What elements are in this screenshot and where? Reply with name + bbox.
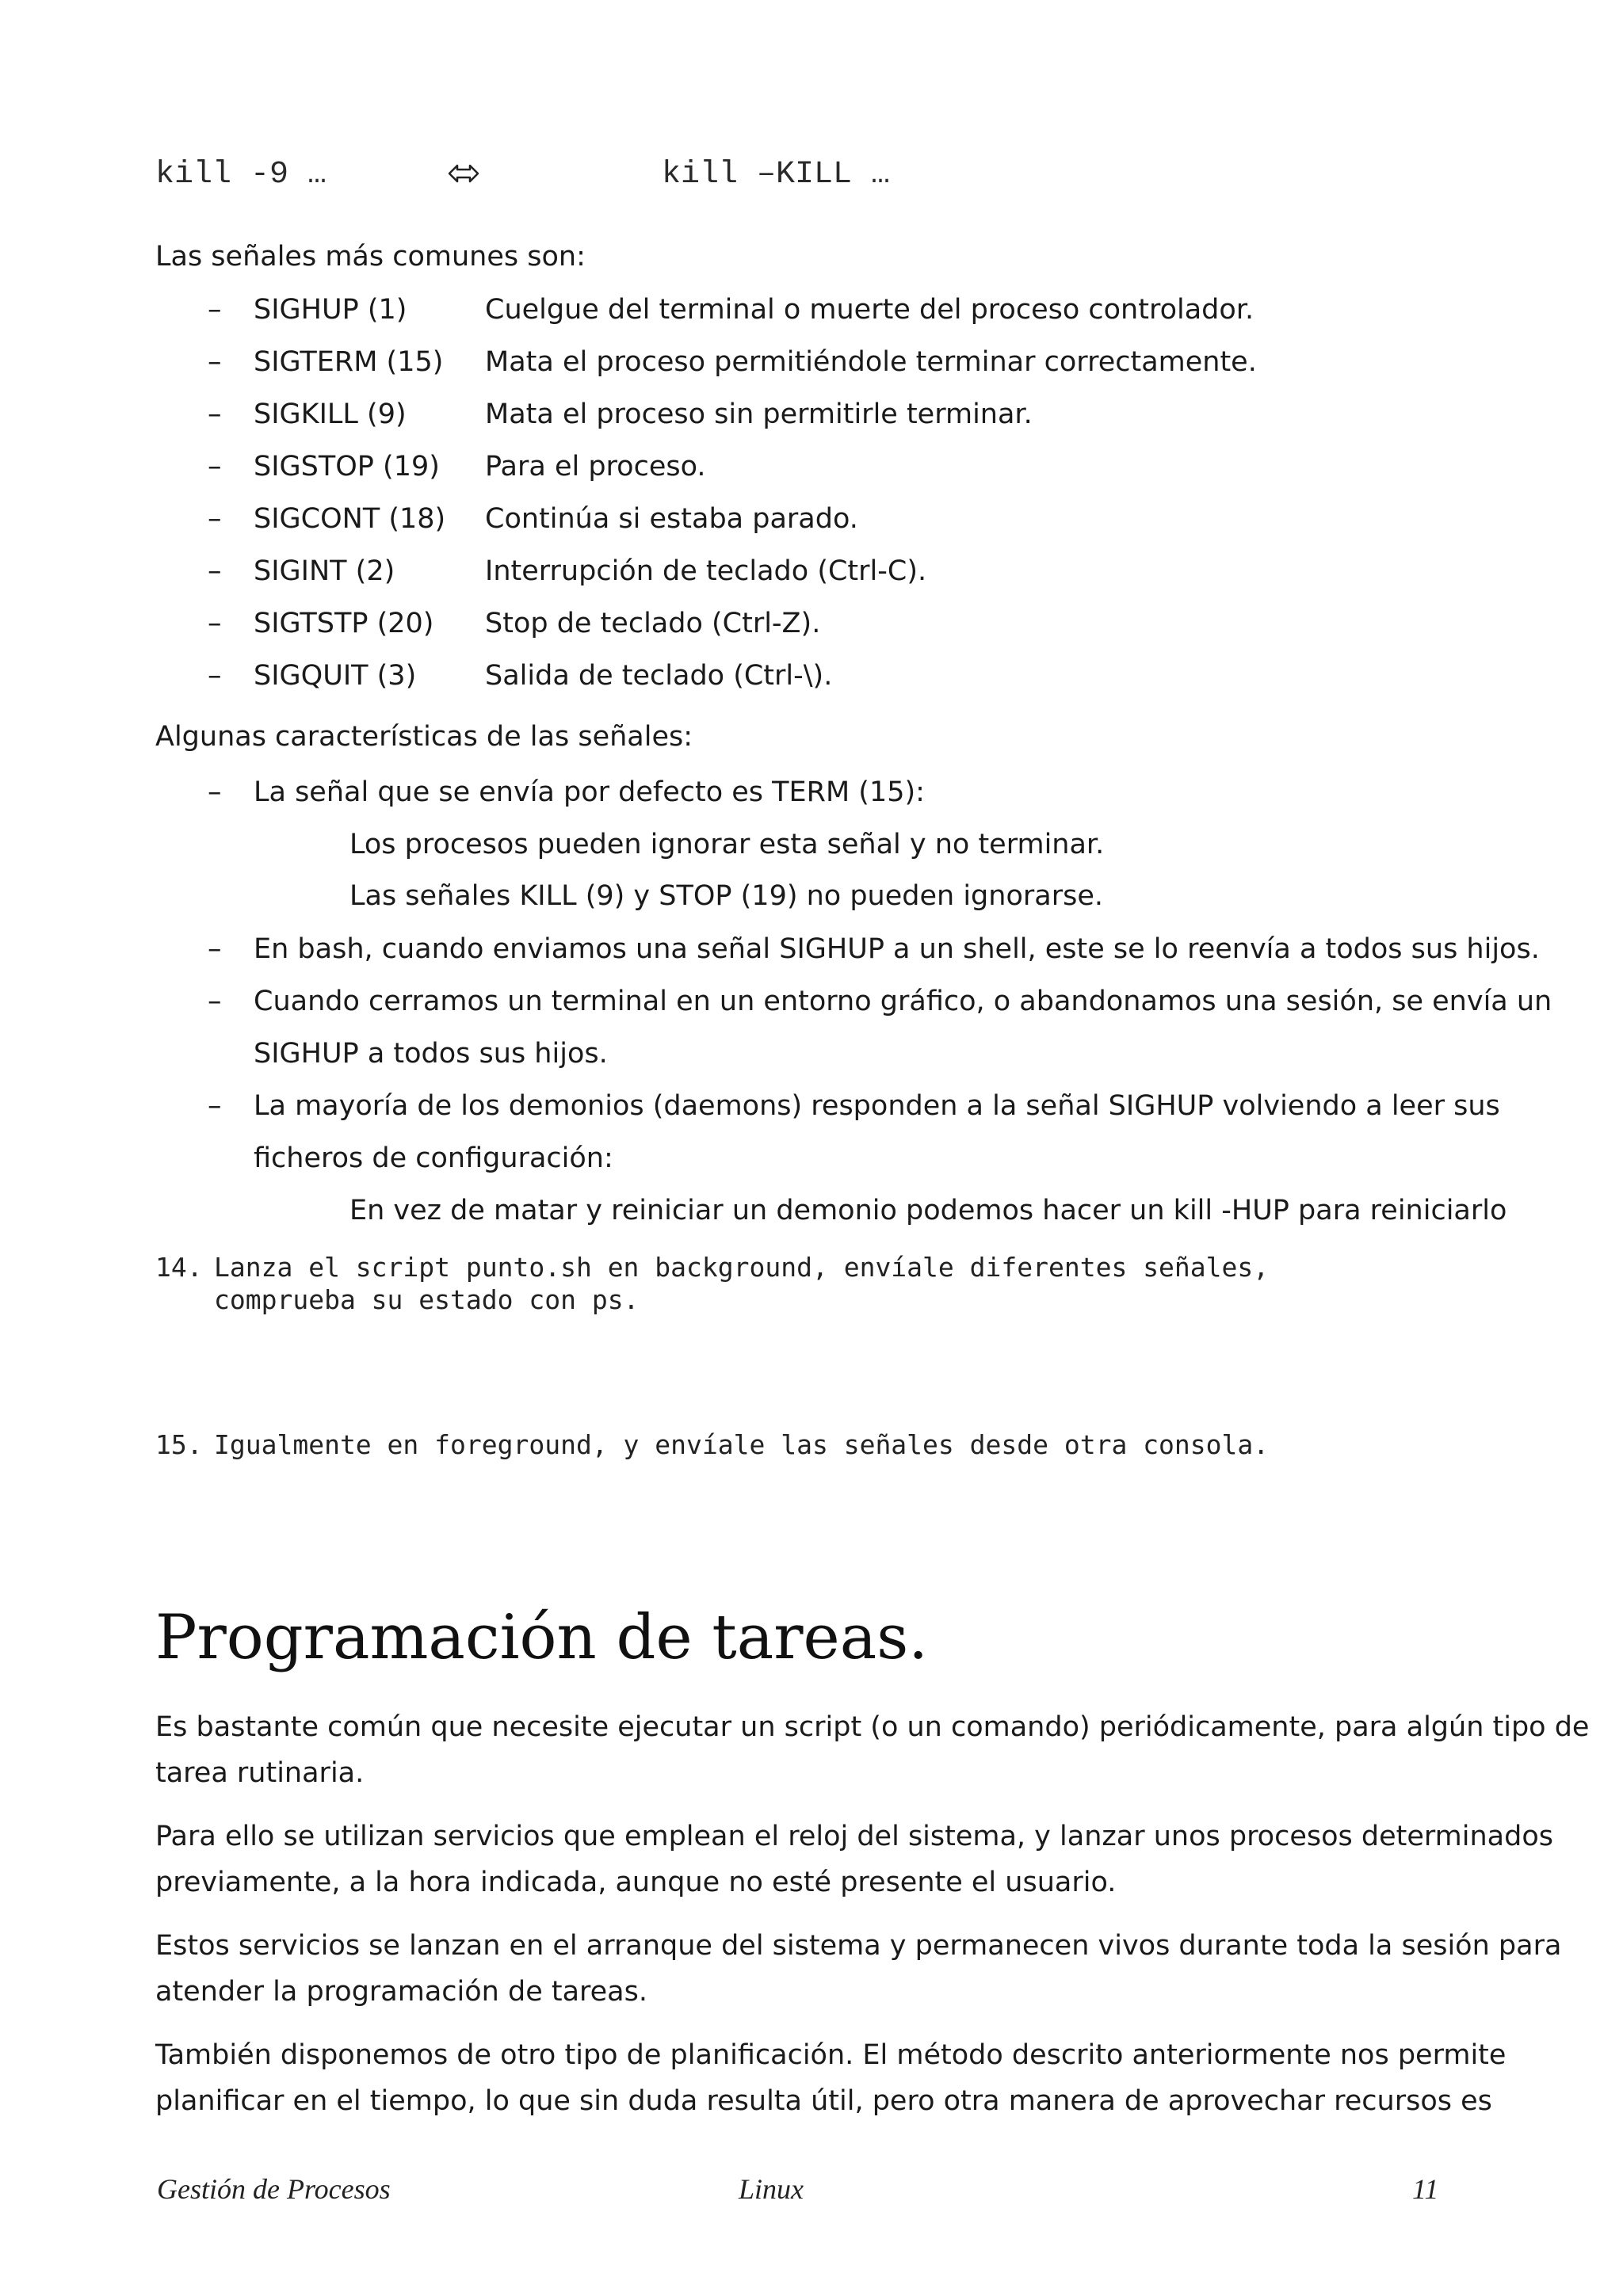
signal-name: SIGKILL (9): [254, 399, 407, 430]
signal-description: Para el proceso.: [485, 451, 706, 482]
signal-name: SIGQUIT (3): [254, 660, 417, 692]
exercise-text: Lanza el script punto.sh en background, envíale diferentes señales,: [214, 1252, 1270, 1283]
signal-name: SIGSTOP (19): [254, 451, 440, 482]
features-intro: Algunas características de las señales:: [155, 721, 693, 753]
signals-intro: Las señales más comunes son:: [155, 241, 586, 273]
paragraph-line: Para ello se utilizan servicios que emplean el reloj del sistema, y lanzar unos procesos determinados: [155, 1821, 1553, 1852]
signal-name: SIGTSTP (20): [254, 608, 434, 639]
exercise-number: 15.: [155, 1429, 203, 1460]
list-dash: –: [208, 451, 222, 482]
paragraph-line: También disponemos de otro tipo de planificación. El método descrito anteriormente nos permite: [155, 2039, 1507, 2071]
section-title: Programación de tareas.: [155, 1602, 929, 1673]
list-dash: –: [208, 660, 222, 692]
signal-name: SIGCONT (18): [254, 503, 446, 535]
list-dash: –: [208, 503, 222, 535]
list-dash: –: [208, 399, 222, 430]
feature-sub-item: Las señales KILL (9) y STOP (19) no pueden ignorarse.: [349, 880, 1103, 912]
list-dash: –: [208, 1090, 222, 1122]
list-dash: –: [208, 608, 222, 639]
feature-default-signal: La señal que se envía por defecto es TERM (15):: [254, 776, 925, 808]
paragraph-line: planificar en el tiempo, lo que sin duda resulta útil, pero otra manera de aprovechar recursos es: [155, 2085, 1492, 2117]
signal-description: Continúa si estaba parado.: [485, 503, 858, 535]
feature-terminal-line: SIGHUP a todos sus hijos.: [254, 1038, 608, 1070]
signal-name: SIGTERM (15): [254, 346, 444, 378]
paragraph-line: previamente, a la hora indicada, aunque no esté presente el usuario.: [155, 1867, 1117, 1898]
list-dash: –: [208, 933, 222, 965]
signal-name: SIGINT (2): [254, 555, 395, 587]
signal-description: Mata el proceso permitiéndole terminar correctamente.: [485, 346, 1257, 378]
list-dash: –: [208, 346, 222, 378]
feature-sub-item: Los procesos pueden ignorar esta señal y no terminar.: [349, 829, 1105, 860]
feature-daemons-line: ficheros de configuración:: [254, 1142, 613, 1174]
kill-command-numeric: kill -9 …: [155, 157, 327, 193]
list-dash: –: [208, 294, 222, 326]
signal-description: Salida de teclado (Ctrl-\).: [485, 660, 833, 692]
feature-terminal-line: Cuando cerramos un terminal en un entorno gráfico, o abandonamos una sesión, se envía un: [254, 986, 1552, 1017]
paragraph-line: Estos servicios se lanzan en el arranque del sistema y permanecen vivos durante toda la sesión para: [155, 1930, 1562, 1962]
feature-bash: En bash, cuando enviamos una señal SIGHUP a un shell, este se lo reenvía a todos sus hijos.: [254, 933, 1540, 965]
paragraph-line: Es bastante común que necesite ejecutar un script (o un comando) periódicamente, para algún tipo de: [155, 1711, 1590, 1743]
exercise-number: 14.: [155, 1252, 203, 1283]
footer-document-title: Gestión de Procesos: [157, 2173, 391, 2205]
exercise-text: Igualmente en foreground, y envíale las señales desde otra consola.: [214, 1429, 1270, 1460]
list-dash: –: [208, 986, 222, 1017]
signal-description: Mata el proceso sin permitirle terminar.: [485, 399, 1033, 430]
signal-name: SIGHUP (1): [254, 294, 407, 326]
exercise-text: comprueba su estado con ps.: [214, 1284, 640, 1315]
feature-sub-item: En vez de matar y reiniciar un demonio podemos hacer un kill -HUP para reiniciarlo: [349, 1195, 1507, 1226]
feature-daemons-line: La mayoría de los demonios (daemons) responden a la señal SIGHUP volviendo a leer sus: [254, 1090, 1500, 1122]
footer-page-number: 11: [1412, 2173, 1439, 2205]
list-dash: –: [208, 776, 222, 808]
signal-description: Stop de teclado (Ctrl-Z).: [485, 608, 821, 639]
double-arrow-icon: [448, 162, 479, 185]
paragraph-line: tarea rutinaria.: [155, 1757, 365, 1789]
kill-command-named: kill –KILL …: [662, 157, 891, 193]
signal-description: Cuelgue del terminal o muerte del proceso controlador.: [485, 294, 1254, 326]
signal-description: Interrupción de teclado (Ctrl-C).: [485, 555, 927, 587]
footer-subject: Linux: [739, 2173, 804, 2205]
paragraph-line: atender la programación de tareas.: [155, 1976, 647, 2008]
list-dash: –: [208, 555, 222, 587]
